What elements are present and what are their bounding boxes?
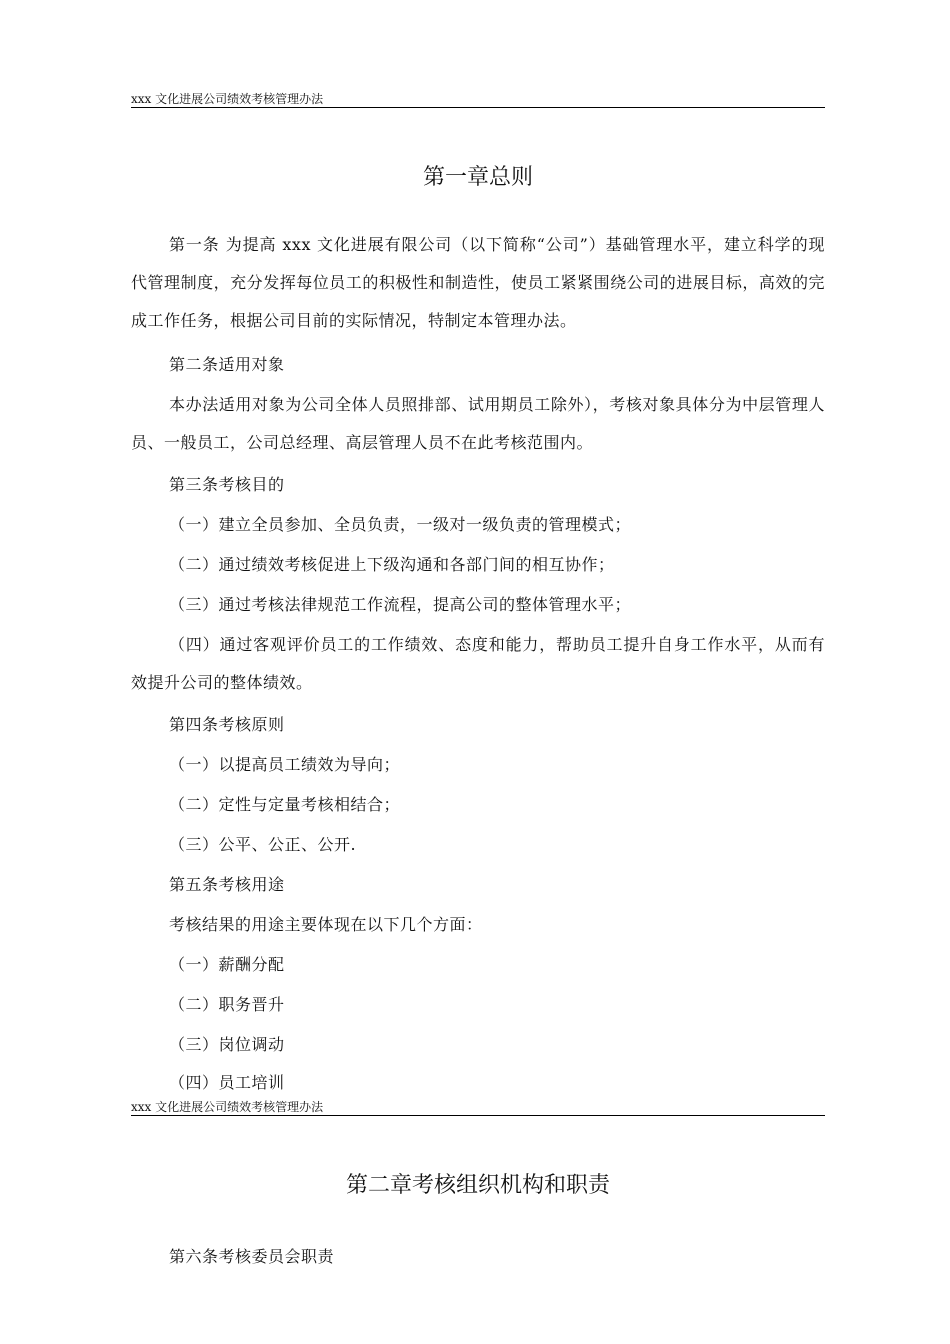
- chapter-title: 第一章总则: [422, 165, 533, 190]
- article-5-item-2: （二）职务晋升: [169, 995, 285, 1014]
- article-4-item-3: （三）公平、公正、公开.: [169, 835, 357, 854]
- article-4-item-1: （一）以提高员工绩效为导向；: [169, 755, 401, 774]
- article-2-heading: 第二条适用对象: [169, 355, 285, 374]
- article-5-item-4: （四）员工培训: [169, 1073, 285, 1092]
- article-3-item-2: （二）通过绩效考核促进上下级沟通和各部门间的相互协作；: [169, 555, 615, 574]
- article-1: 第一条 为提高 xxx 文化进展有限公司（以下简称“公司”）基础管理水平，建立科学的现代管理制度，充分发挥每位员工的积极性和制造性，使员工紧紧围绕公司的进展目标，高效的完成工作任务，根据公司目前的实际情况，特制定本管理办法。: [131, 235, 825, 330]
- article-3-heading: 第三条考核目的: [169, 475, 285, 494]
- article-4-item-2: （二）定性与定量考核相结合；: [169, 795, 401, 814]
- article-5-item-3: （三）岗位调动: [169, 1035, 285, 1054]
- page-header: xxx 文化进展公司绩效考核管理办法: [131, 86, 825, 108]
- article-5-item-1: （一）薪酬分配: [169, 955, 285, 974]
- article-5-heading: 第五条考核用途: [169, 875, 285, 894]
- chapter-title-2: 第二章考核组织机构和职责: [345, 1173, 610, 1198]
- article-3-item-3: （三）通过考核法律规范工作流程，提高公司的整体管理水平；: [169, 595, 632, 614]
- page-header-2: xxx 文化进展公司绩效考核管理办法: [131, 1094, 825, 1116]
- article-3-item-1: （一）建立全员参加、全员负责，一级对一级负责的管理模式；: [169, 515, 632, 534]
- article-5-body: 考核结果的用途主要体现在以下几个方面：: [169, 915, 483, 934]
- article-4-heading: 第四条考核原则: [169, 715, 285, 734]
- article-3-item-4: （四）通过客观评价员工的工作绩效、态度和能力，帮助员工提升自身工作水平，从而有效提升公司的整体绩效。: [131, 635, 825, 692]
- article-2-body: 本办法适用对象为公司全体人员照排部、试用期员工除外），考核对象具体分为中层管理人员、一般员工，公司总经理、高层管理人员不在此考核范围内。: [131, 395, 825, 452]
- article-6-heading: 第六条考核委员会职责: [169, 1247, 335, 1266]
